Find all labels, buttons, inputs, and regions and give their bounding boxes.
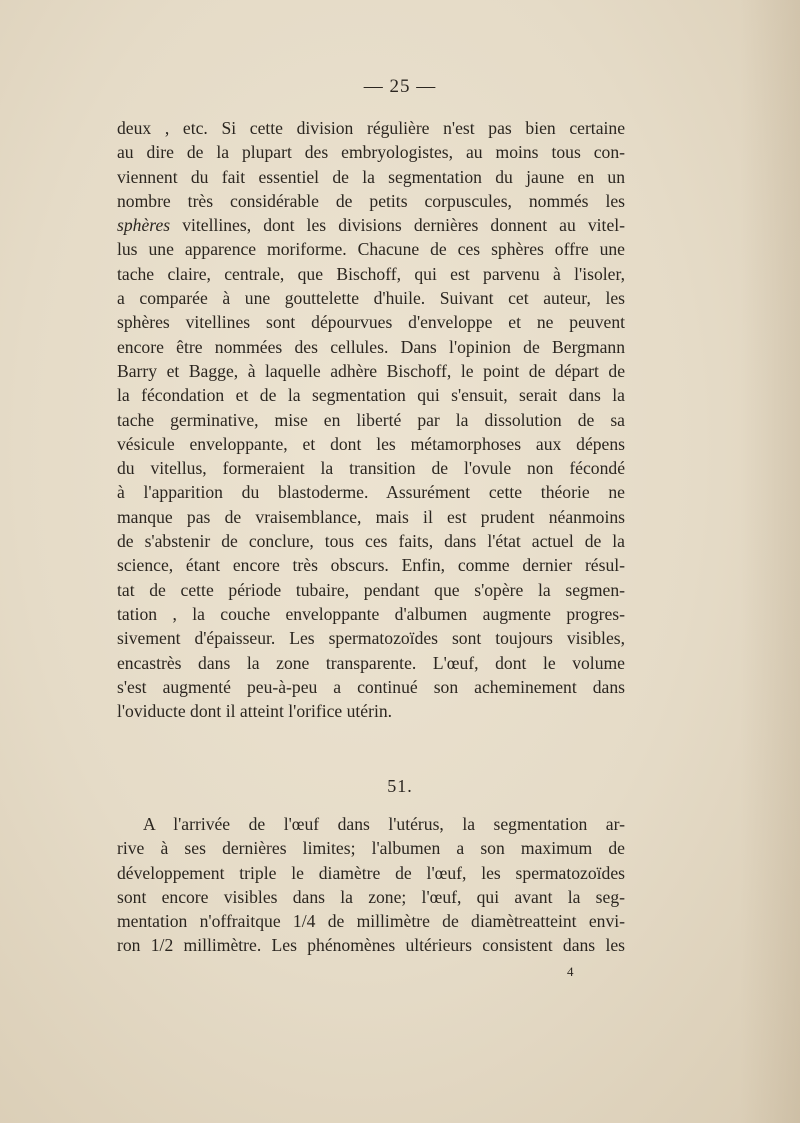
text-line: tache claire, centrale, que Bischoff, qui est parvenu à l'isoler, [117, 263, 625, 284]
text-line: manque pas de vraisemblance, mais il est prudent néanmoins [117, 506, 625, 527]
text-line: viennent du fait essentiel de la segmentation du jaune en un [117, 166, 625, 187]
text-line: à l'apparition du blastoderme. Assurément cette théorie ne [117, 482, 625, 503]
text-line: sont encore visibles dans la zone; l'œuf, qui avant la seg- [117, 886, 625, 907]
text-line: nombre très considérable de petits corpuscules, nommés les [117, 190, 625, 211]
text-line: sphères vitellines sont dépourvues d'enveloppe et ne peuvent [117, 312, 625, 333]
text-line: rive à ses dernières limites; l'albumen a son maximum de [117, 838, 625, 859]
text-line: A l'arrivée de l'œuf dans l'utérus, la segmentation ar- [143, 814, 625, 834]
text-line: Barry et Bagge, à laquelle adhère Bischoff, le point de départ de [117, 360, 625, 381]
paragraph-1 [117, 116, 625, 723]
text-line: vésicule enveloppante, et dont les métamorphoses aux dépens [117, 433, 625, 454]
text-line: tat de cette période tubaire, pendant que s'opère la segmen- [117, 579, 625, 600]
section-number: 51. [387, 776, 413, 796]
signature-mark: 4 [567, 964, 574, 979]
text-line: de s'abstenir de conclure, tous ces faits, dans l'état actuel de la [117, 531, 625, 552]
text-line: sphères vitellines, dont les divisions dernières donnent au vitel- [117, 215, 625, 236]
italic-word: sphères [117, 215, 171, 236]
text-line: ron 1/2 millimètre. Les phénomènes ultérieurs consistent dans les [117, 935, 625, 956]
text-line: au dire de la plupart des embryologistes, au moins tous con- [117, 142, 625, 163]
text-line: développement triple le diamètre de l'œuf, les spermatozoïdes [117, 862, 625, 883]
text-line: sivement d'épaisseur. Les spermatozoïdes sont toujours visibles, [117, 628, 625, 649]
text-line: encastrès dans la zone transparente. L'œuf, dont le volume [117, 652, 625, 673]
text-line: du vitellus, formeraient la transition de l'ovule non fécondé [117, 458, 625, 479]
text-line: la fécondation et de la segmentation qui s'ensuit, serait dans la [117, 385, 625, 406]
text-line: a comparée à une gouttelette d'huile. Suivant cet auteur, les [117, 288, 625, 309]
page-edge-shadow [740, 0, 800, 1123]
text-line: science, étant encore très obscurs. Enfin, comme dernier résul- [117, 555, 625, 576]
page-number: — 25 — [363, 76, 437, 97]
text-line: deux , etc. Si cette division régulière n'est pas bien certaine [117, 118, 625, 138]
text-line: l'oviducte dont il atteint l'orifice utérin. [117, 701, 393, 722]
text-line: tation , la couche enveloppante d'albumen augmente progres- [117, 603, 625, 624]
text-line: encore être nommées des cellules. Dans l'opinion de Bergmann [117, 336, 625, 357]
text-line: tache germinative, mise en liberté par la dissolution de sa [117, 409, 625, 430]
paragraph-2 [117, 812, 625, 958]
text-line: mentation n'offraitque 1/4 de millimètre de diamètreatteint envi- [117, 911, 625, 932]
text-line: s'est augmenté peu-à-peu a continué son acheminement dans [117, 676, 625, 697]
text-line: lus une apparence moriforme. Chacune de ces sphères offre une [117, 239, 625, 260]
